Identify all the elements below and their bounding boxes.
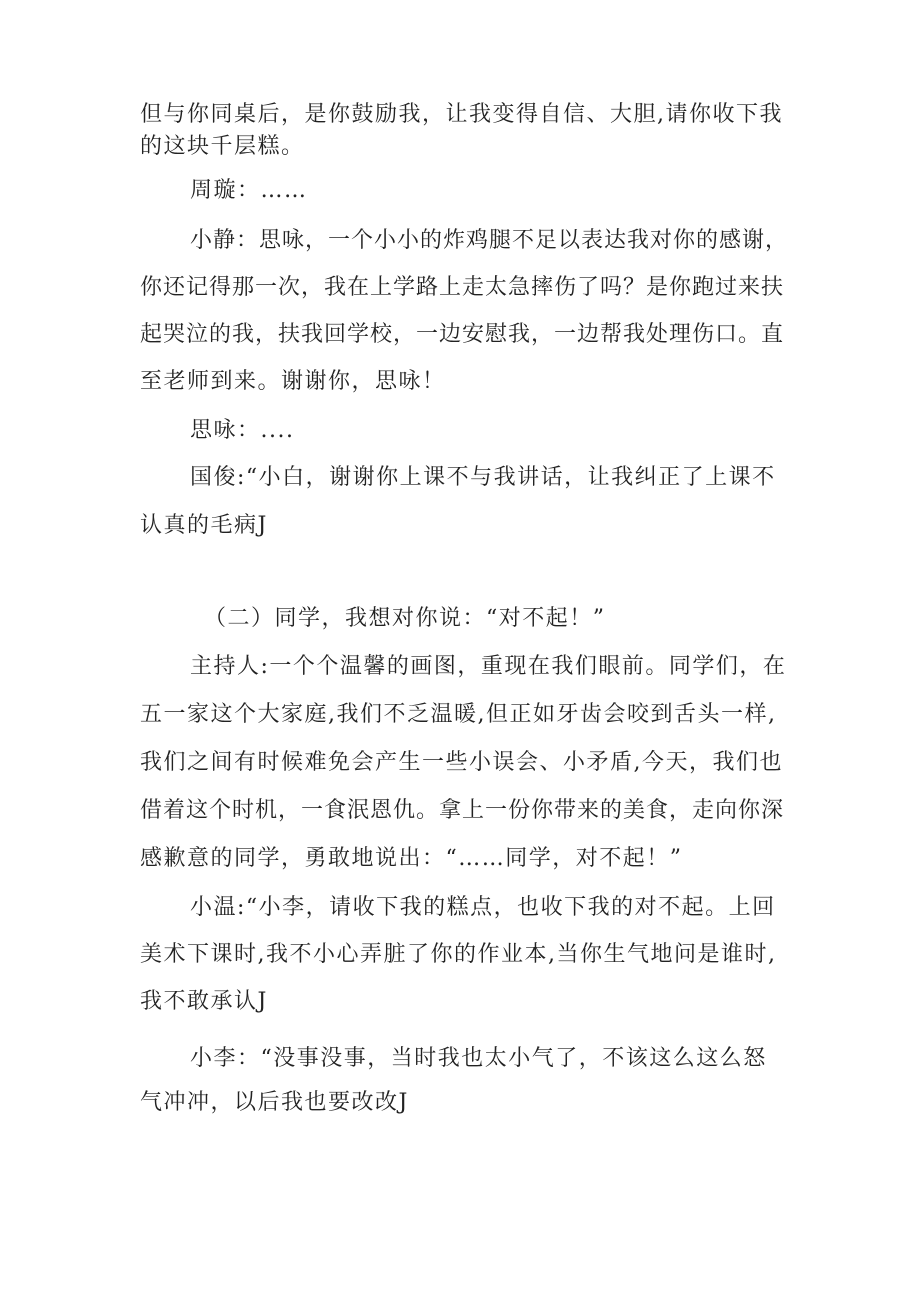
text-line: 起哭泣的我，扶我回学校，一边安慰我，一边帮我处理伤口。直 <box>140 322 785 347</box>
speaker-line: 小温:“小李，请收下我的糕点，也收下我的对不起。上回 <box>190 895 776 920</box>
speaker-line: 主持人:一个个温馨的画图，重现在我们眼前。同学们，在 <box>190 654 787 679</box>
text-line: 至老师到来。谢谢你，思咏！ <box>140 369 446 394</box>
text-line: 的这块千层糕。 <box>140 134 305 159</box>
text-line: 美术下课时,我不小心弄脏了你的作业本,当你生气地问是谁时, <box>140 942 777 967</box>
speaker-line: 国俊:“小白，谢谢你上课不与我讲话，让我纠正了上课不 <box>190 465 776 490</box>
text-line: 但与你同桌后，是你鼓励我，让我变得自信、大胆,请你收下我 <box>140 102 783 127</box>
text-line: 气冲冲，以后我也要改改J <box>140 1090 409 1115</box>
speaker-line: 周璇：…… <box>190 178 308 203</box>
text-line: 五一家这个大家庭,我们不乏温暖,但正如牙齿会咬到舌头一样, <box>140 702 777 727</box>
text-line: 我们之间有时候难免会产生一些小误会、小矛盾,今天，我们也 <box>140 750 783 775</box>
section-heading: （二）同学，我想对你说：“对不起！” <box>204 606 606 631</box>
text-line: 我不敢承认J <box>140 989 268 1014</box>
speaker-line: 小静：思咏，一个小小的炸鸡腿不足以表达我对你的感谢， <box>190 228 789 253</box>
text-line: 认真的毛病J <box>140 513 268 538</box>
text-line: 借着这个时机，一食泯恩仇。拿上一份你带来的美食，走向你深 <box>140 798 785 823</box>
text-line: 你还记得那一次，我在上学路上走太急摔伤了吗？是你跑过来扶 <box>140 275 785 300</box>
speaker-line: 小李：“没事没事，当时我也太小气了，不该这么这么怒 <box>190 1046 767 1071</box>
text-line: 感歉意的同学，勇敢地说出：“……同学，对不起！” <box>140 846 683 871</box>
speaker-line: 思咏：.... <box>190 418 295 443</box>
